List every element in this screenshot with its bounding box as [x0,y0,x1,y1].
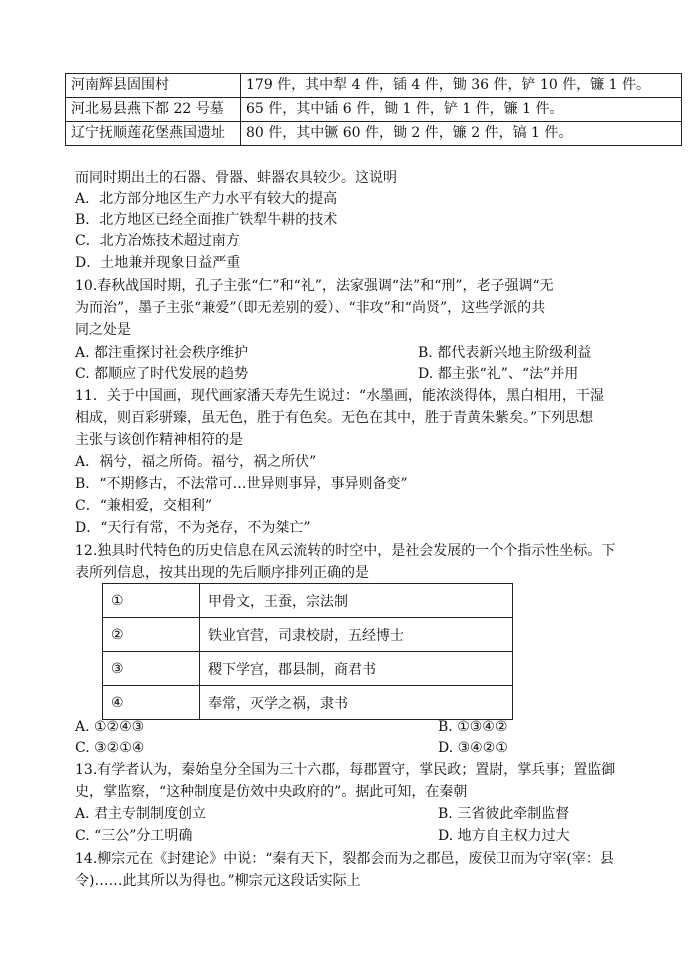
table-cell-place: 辽宁抚顺莲花堡燕国遗址 [66,122,241,146]
q10-option-b: B. 都代表新兴地主阶级利益 [418,345,592,361]
q12-option-a: A. ①②④③ [75,719,145,735]
q11-stem-line1: 11．关于中国画，现代画家潘天寿先生说过：“水墨画，能浓淡得体，黑白相用，干湿 [75,388,604,404]
q9-option-d: D．土地兼并现象日益严重 [75,255,241,271]
dynasty-info-table [102,583,513,720]
q13-stem-line2: 史，掌监察，“这种制度是仿效中央政府的”。据此可知，在秦朝 [75,784,468,800]
q14-stem-line1: 14.柳宗元在《封建论》中说：“秦有天下，裂都会而为之郡邑，废侯卫而为守宰(宰：县 [75,851,614,867]
q9-option-b: B．北方地区已经全面推广铁犁牛耕的技术 [75,212,338,228]
q10-stem-line2: 为而治”，墨子主张“兼爱”（即无差别的爱）、“非攻”和“尚贤”，这些学派的共 [75,300,546,316]
q10-option-a: A. 都注重探讨社会秩序维护 [75,345,249,361]
table-cell-index: ④ [103,686,200,720]
q11-option-b: B．“不期修古，不法常可…世异则事异，事异则备变” [75,476,408,492]
q10-option-c: C. 都顺应了时代发展的趋势 [75,366,249,382]
table-cell-items: 80 件，其中镢 60 件，锄 2 件，镰 2 件，镐 1 件。 [241,122,682,146]
table-row [103,584,513,618]
q11-option-c: C．“兼相爱，交相利” [75,498,213,514]
table-row [66,122,682,146]
q9-option-a: A．北方部分地区生产力水平有较大的提高 [75,191,338,207]
q10-option-d: D. 都主张“礼”、“法”并用 [418,366,579,382]
table-cell-info: 稷下学宫，郡县制，商君书 [200,652,513,686]
q10-stem-line3: 同之处是 [75,322,131,338]
table-cell-index: ② [103,618,200,652]
table-cell-place: 河北易县燕下都 22 号墓 [66,98,241,122]
table-cell-info: 奉常，灭学之祸，隶书 [200,686,513,720]
table-cell-info: 甲骨文，王蚕，宗法制 [200,584,513,618]
q11-option-a: A．祸兮，福之所倚。福兮，祸之所伏” [75,454,317,470]
q11-stem-line2: 相成，则百彩骈臻，虽无色，胜于有色矣。无色在其中，胜于青黄朱紫矣。”下列思想 [75,410,594,426]
table-cell-items: 65 件，其中锸 6 件，锄 1 件，铲 1 件，镰 1 件。 [241,98,682,122]
q12-option-d: D. ③④②① [438,740,508,756]
q9-option-c: C．北方冶炼技术超过南方 [75,233,240,249]
q12-stem-line1: 12.独具时代特色的历史信息在风云流转的时空中，是社会发展的一个个指示性坐标。下 [75,543,616,559]
q13-option-d: D. 地方自主权力过大 [438,828,570,844]
q12-stem-line2: 表所列信息，按其出现的先后顺序排列正确的是 [75,565,369,581]
q13-option-b: B. 三省彼此牵制监督 [438,806,570,822]
q12-option-c: C. ③②①④ [75,740,145,756]
table-row [66,74,682,98]
q13-option-a: A. 君主专制制度创立 [75,806,207,822]
q13-stem-line1: 13.有学者认为，秦始皇分全国为三十六郡，每郡置守，掌民政；置尉，掌兵事；置监御 [75,762,616,778]
q12-option-b: B. ①③④② [438,719,508,735]
table-row [66,98,682,122]
q10-stem-line1: 10.春秋战国时期，孔子主张“仁”和“礼”，法家强调“法”和“刑”，老子强调“无 [75,278,554,294]
table-cell-place: 河南辉县固围村 [66,74,241,98]
table-row [103,686,513,720]
q11-stem-line3: 主张与该创作精神相符的是 [75,432,243,448]
table-cell-items: 179 件，其中犁 4 件，锸 4 件，锄 36 件，铲 10 件，镰 1 件。 [241,74,682,98]
table-cell-index: ① [103,584,200,618]
excavation-table [65,73,682,146]
table-row [103,652,513,686]
q11-option-d: D．“天行有常，不为尧存，不为桀亡” [75,520,311,536]
table-row [103,618,513,652]
q13-option-c: C. “三公”分工明确 [75,828,193,844]
q14-stem-line2: 令)……此其所以为得也。”柳宗元这段话实际上 [75,873,361,889]
table-cell-index: ③ [103,652,200,686]
q9-stem: 而同时期出土的石器、骨器、蚌器农具较少。这说明 [75,170,397,186]
table-cell-info: 铁业官营，司隶校尉，五经博士 [200,618,513,652]
